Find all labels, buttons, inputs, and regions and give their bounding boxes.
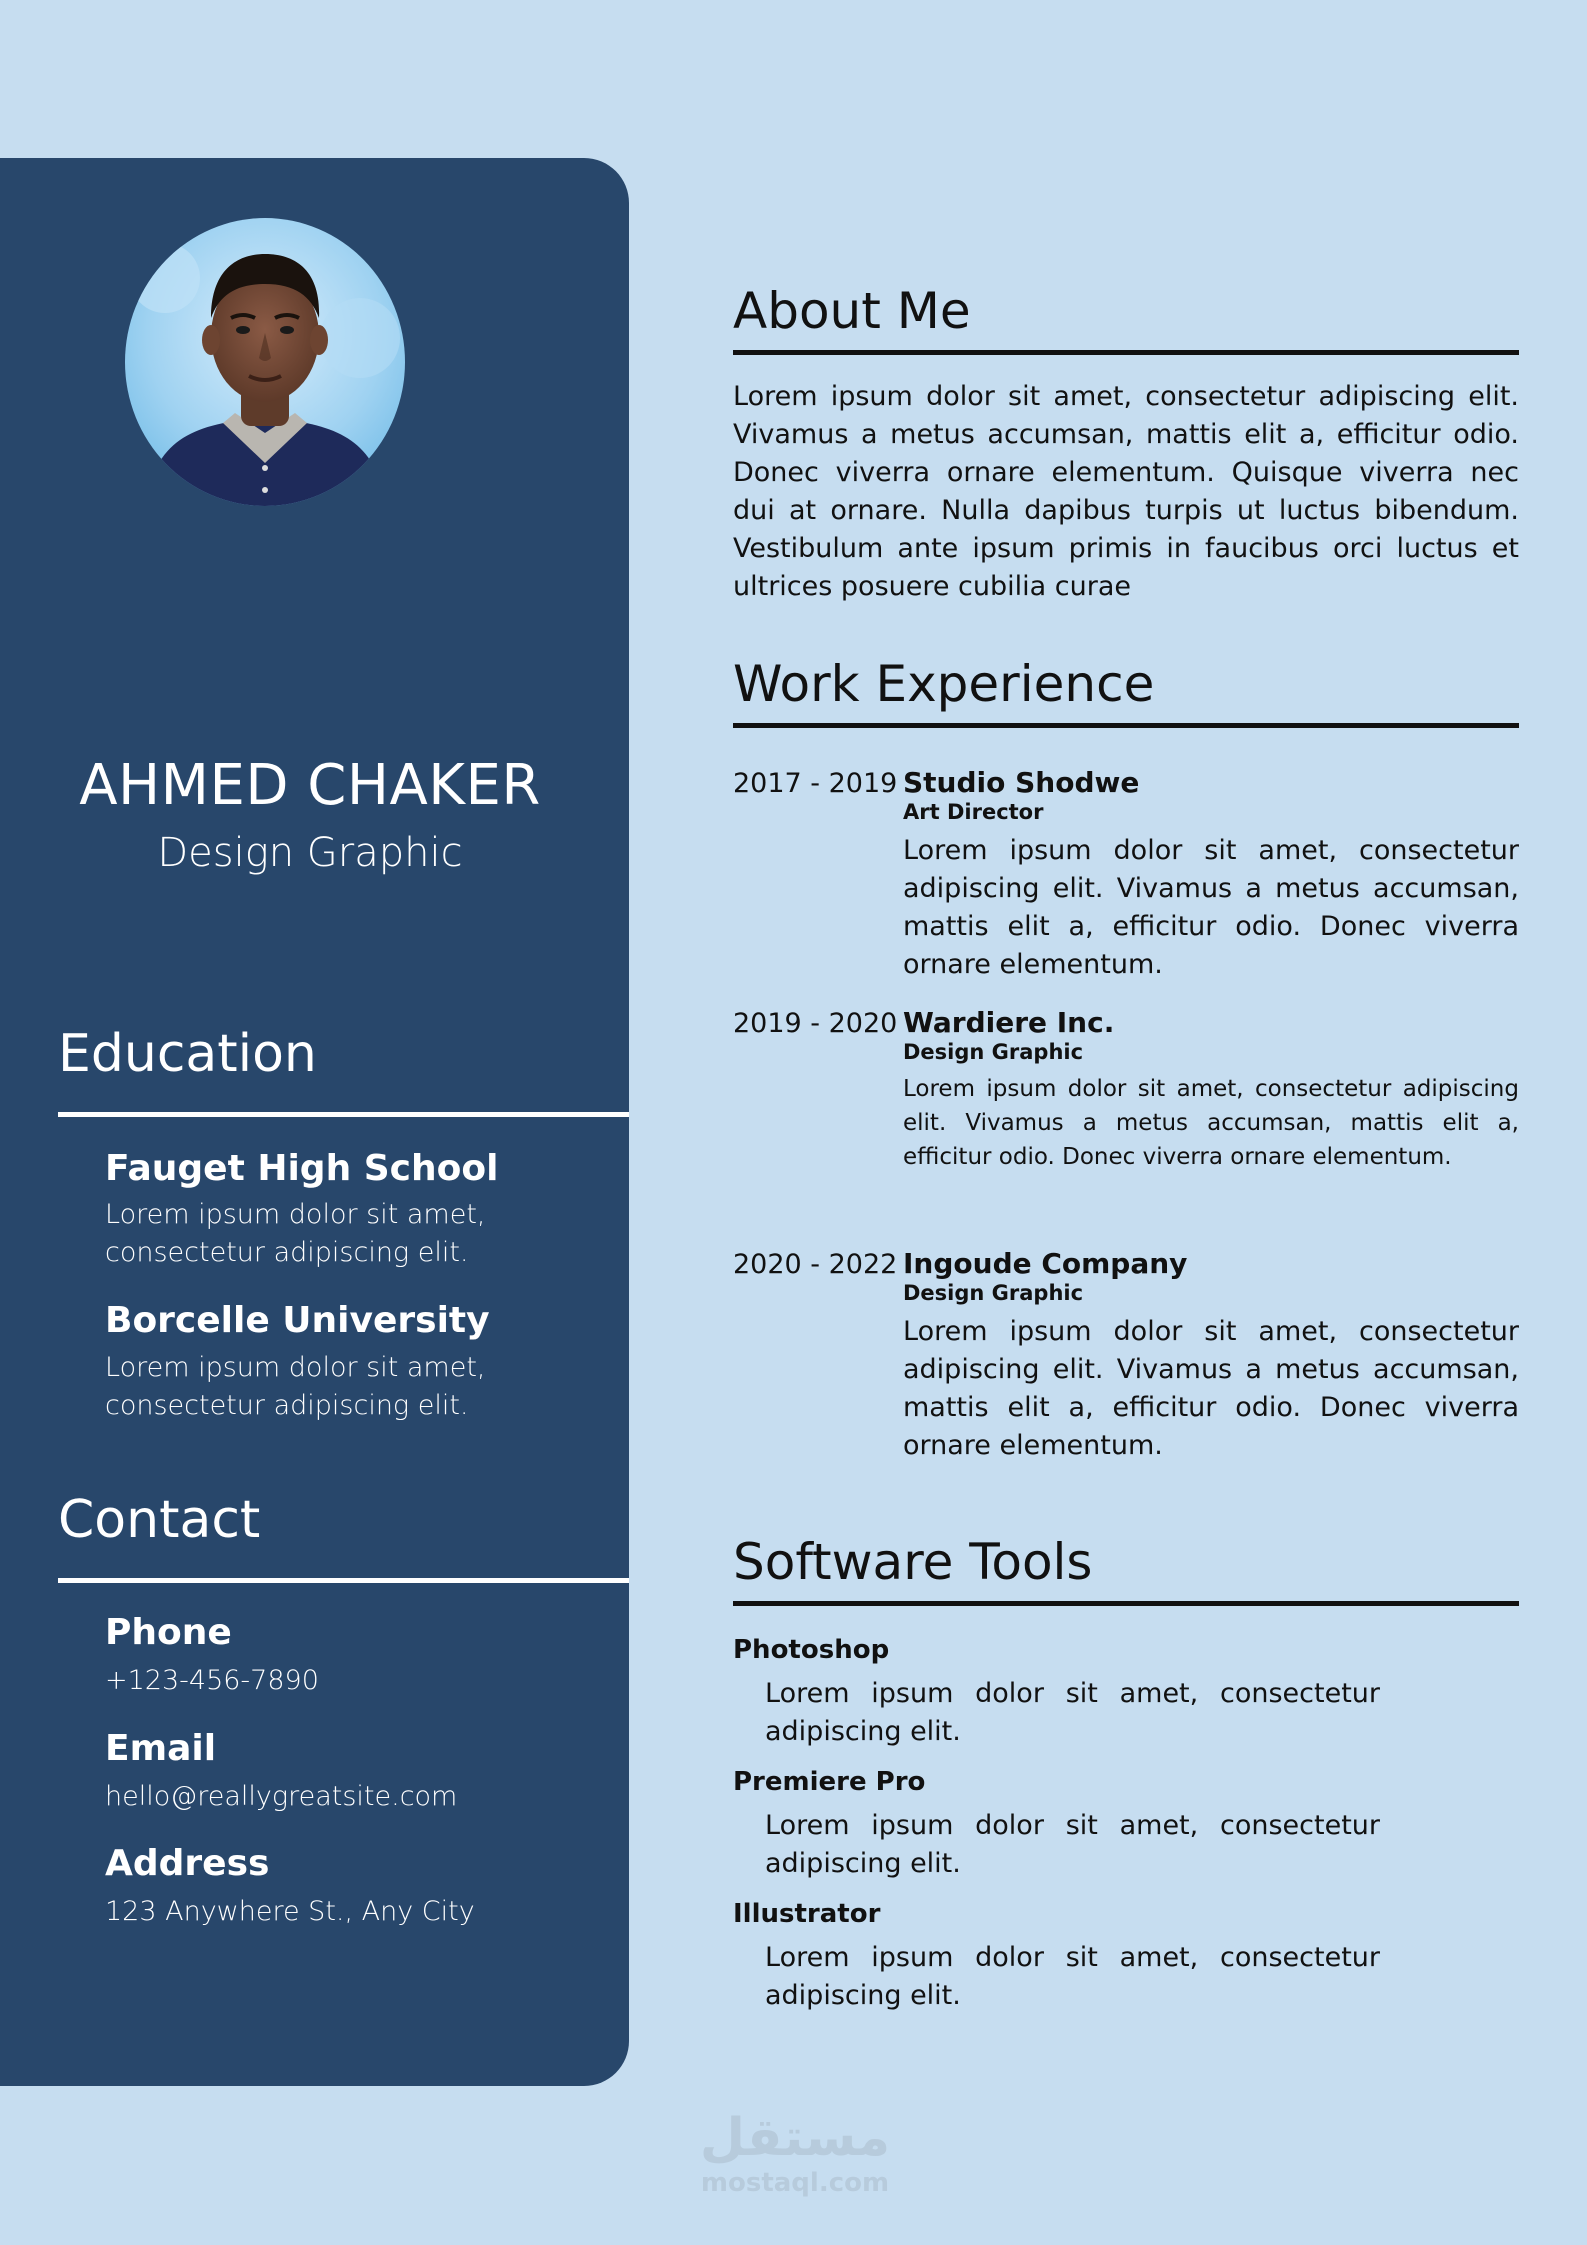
about-text: Lorem ipsum dolor sit amet, consectetur adipiscing elit. Vivamus a metus accumsan, mattis elit a, efficitur odio. Donec viverra ornare elementum. Quisque viverra nec dui at ornare. Nulla dapibus turpis ut luctus bibendum. Vestibulum ante ipsum primis in faucibus orci luctus et ultrices posuere cubilia curae <box>733 381 1519 602</box>
education-item-text: consectetur adipiscing elit. <box>105 1390 469 1421</box>
education-item-title: Fauget High School <box>105 1148 499 1189</box>
watermark-text: mostaql.com <box>700 2168 890 2198</box>
candidate-name: AHMED CHAKER <box>79 753 541 818</box>
job-title: Design Graphic <box>903 1040 1084 1064</box>
contact-phone-label: Phone <box>105 1612 232 1653</box>
contact-divider <box>58 1578 629 1583</box>
contact-email-label: Email <box>105 1728 217 1769</box>
contact-address-value: 123 Anywhere St., Any City <box>105 1896 475 1927</box>
job-title: Design Graphic <box>903 1281 1084 1305</box>
tools-divider <box>733 1601 1519 1606</box>
job-company: Wardiere Inc. <box>903 1006 1115 1039</box>
education-heading: Education <box>58 1024 317 1084</box>
candidate-role: Design Graphic <box>157 830 463 876</box>
work-heading: Work Experience <box>733 655 1155 713</box>
job-description: Lorem ipsum dolor sit amet, consectetur adipiscing elit. Vivamus a metus accumsan, mattis elit a, efficitur odio. Donec viverra ornare elementum. <box>903 1316 1519 1461</box>
education-item-title: Borcelle University <box>105 1300 490 1341</box>
contact-email-value: hello@reallygreatsite.com <box>105 1781 458 1812</box>
job-years: 2019 - 2020 <box>733 1008 898 1039</box>
contact-address-label: Address <box>105 1843 270 1884</box>
job-title: Art Director <box>903 800 1044 824</box>
tool-description: Lorem ipsum dolor sit amet, consectetur adipiscing elit. <box>765 1942 1380 2011</box>
job-years: 2017 - 2019 <box>733 768 898 799</box>
tool-name: Premiere Pro <box>733 1767 926 1797</box>
tool-name: Illustrator <box>733 1899 881 1929</box>
watermark-logo: مستقل <box>699 2108 891 2168</box>
about-divider <box>733 350 1519 355</box>
job-description: Lorem ipsum dolor sit amet, consectetur adipiscing elit. Vivamus a metus accumsan, mattis elit a, efficitur odio. Donec viverra ornare elementum. <box>903 1076 1519 1170</box>
tools-heading: Software Tools <box>733 1533 1093 1591</box>
job-description: Lorem ipsum dolor sit amet, consectetur adipiscing elit. Vivamus a metus accumsan, mattis elit a, efficitur odio. Donec viverra ornare elementum. <box>903 835 1519 980</box>
sidebar <box>0 158 629 2086</box>
tool-name: Photoshop <box>733 1635 890 1665</box>
job-company: Ingoude Company <box>903 1247 1188 1280</box>
education-item-text: consectetur adipiscing elit. <box>105 1237 469 1268</box>
job-years: 2020 - 2022 <box>733 1249 898 1280</box>
education-item-text: Lorem ipsum dolor sit amet, <box>105 1352 486 1383</box>
contact-heading: Contact <box>58 1490 261 1550</box>
about-heading: About Me <box>733 282 971 340</box>
tool-description: Lorem ipsum dolor sit amet, consectetur adipiscing elit. <box>765 1678 1380 1747</box>
tool-description: Lorem ipsum dolor sit amet, consectetur adipiscing elit. <box>765 1810 1380 1879</box>
contact-phone-value: +123-456-7890 <box>105 1665 319 1696</box>
education-divider <box>58 1112 629 1117</box>
profile-photo-image <box>125 218 405 506</box>
profile-photo <box>125 218 405 506</box>
job-company: Studio Shodwe <box>903 766 1140 799</box>
work-divider <box>733 723 1519 728</box>
education-item-text: Lorem ipsum dolor sit amet, <box>105 1199 486 1230</box>
